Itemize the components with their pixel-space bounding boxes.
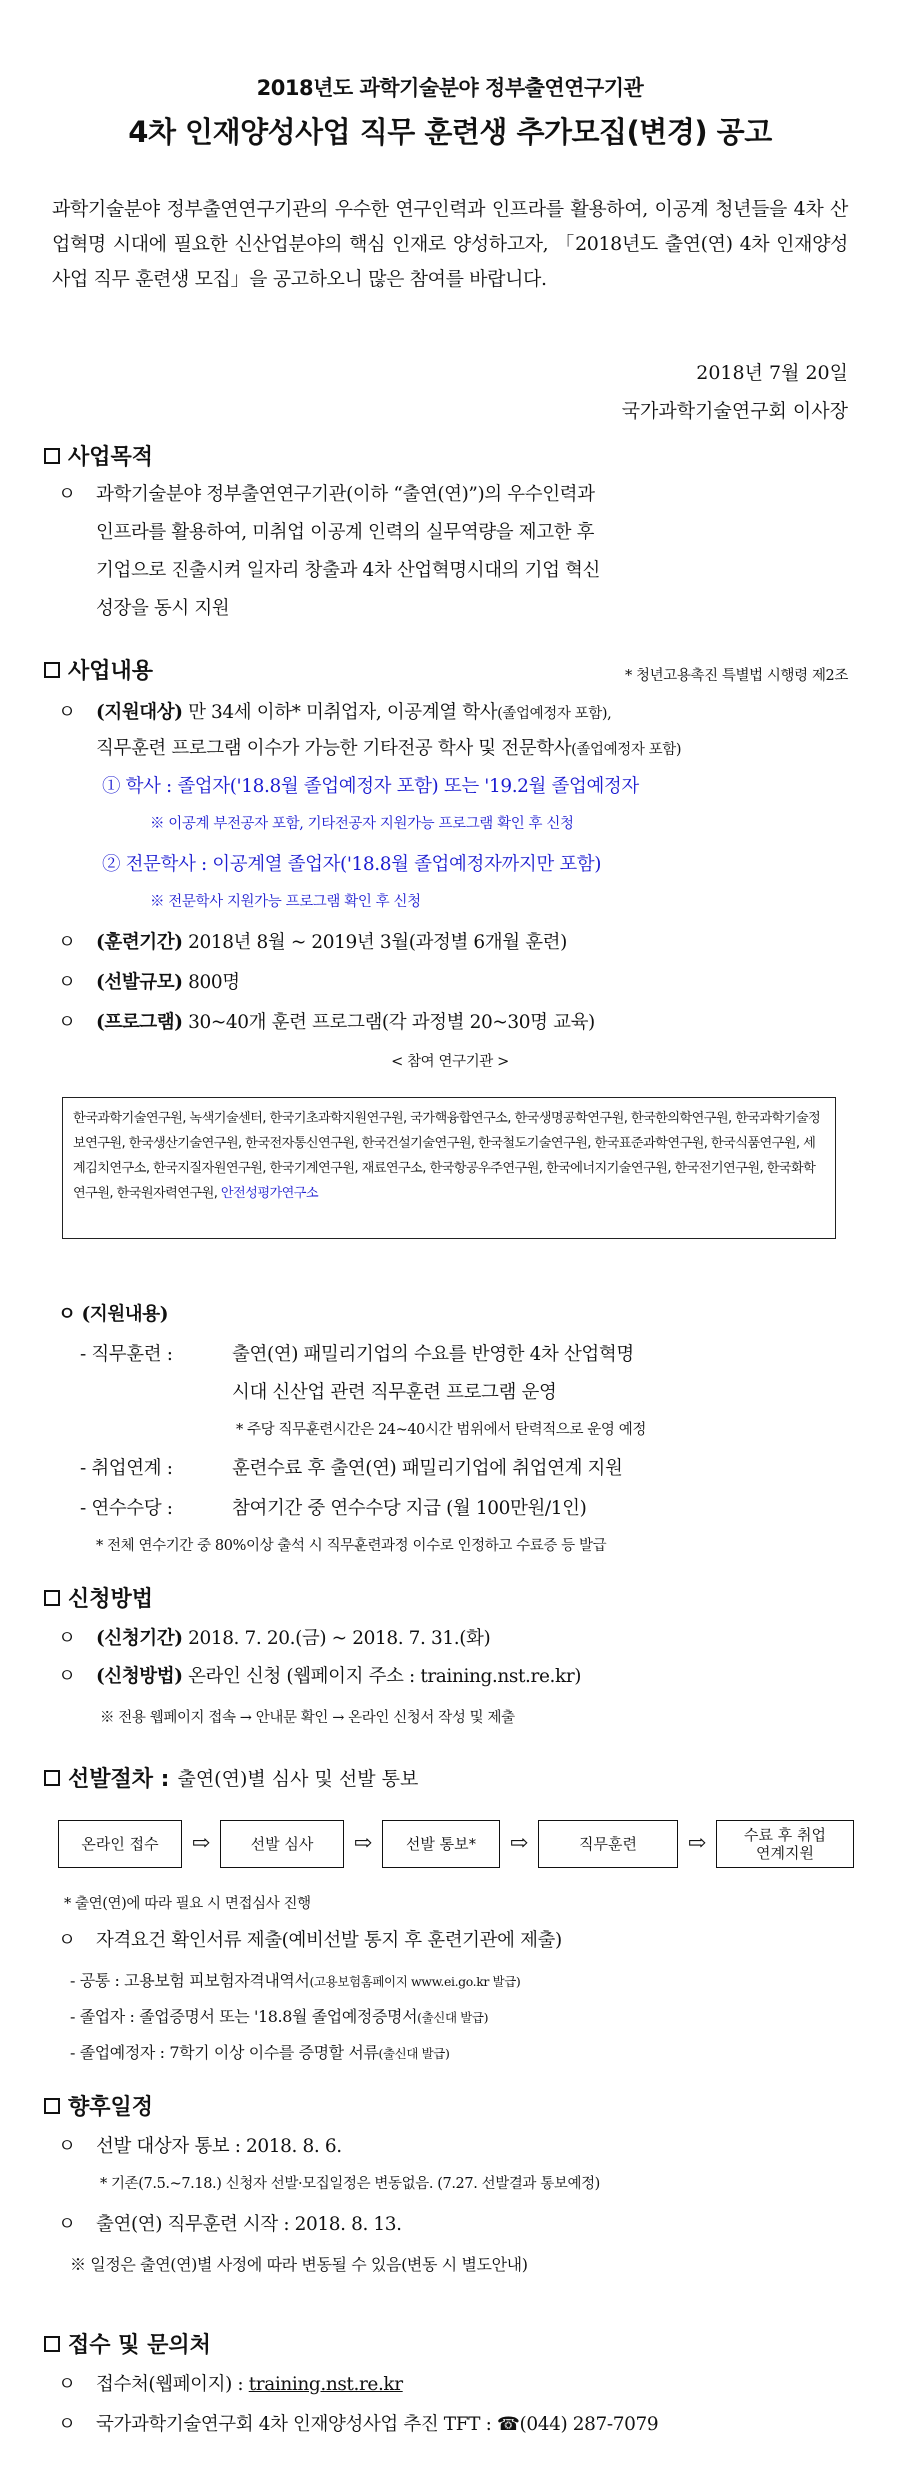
intro-paragraph: 과학기술분야 정부출연연구기관의 우수한 연구인력과 인프라를 활용하여, 이공계 청년들을 4차 산업혁명 시대에 필요한 신산업분야의 핵심 인재로 양성하고자, 「2018년도 출연(연) 4차 인재양성사업 직무 훈련생 모집」을 공고하오니 많은 참여를 바랍니다. — [52, 198, 848, 290]
target-row2 — [96, 734, 681, 760]
period-label: (훈련기간) — [96, 932, 183, 953]
contact-tft-row: ㅇ 국가과학기술연구회 4차 인재양성사업 추진 TFT : ☎(044) 287-7079 — [58, 2414, 659, 2435]
arrow-right-icon: ⇨ — [191, 1831, 211, 1856]
support-training-line1: 출연(연) 패밀리기업의 수요를 반영한 4차 산업혁명 — [232, 1344, 634, 1365]
institutions-last: 안전성평가연구소 — [220, 1186, 319, 1201]
schedule-note: ※ 일정은 출연(연)별 사정에 따라 변동될 수 있음(변동 시 별도안내) — [70, 2255, 528, 2274]
apply-method-text: 온라인 신청 (웹페이지 주소 : training.nst.re.kr) — [188, 1666, 582, 1687]
target-text2-small: (졸업예정자 포함) — [571, 742, 682, 758]
selection-flow — [58, 1820, 854, 1868]
section-apply-title: 신청방법 — [68, 1587, 154, 1612]
flow-step-employment-line2: 연계지원 — [756, 1844, 814, 1862]
apply-period-row: ㅇ (신청기간) 2018. 7. 20.(금) ~ 2018. 7. 31.(화) — [58, 1628, 491, 1649]
program-row: ㅇ (프로그램) 30~40개 훈련 프로그램(각 과정별 20~30명 교육) — [58, 1012, 595, 1033]
apply-method-label: (신청방법) — [96, 1666, 183, 1687]
schedule-item1-note: * 기존(7.5.~7.18.) 신청자 선발·모집일정은 변동없음. (7.27. 선발결과 통보예정) — [100, 2176, 600, 2192]
support-training-note: * 주당 직무훈련시간은 24~40시간 범위에서 탄력적으로 운영 예정 — [236, 1422, 646, 1438]
support-job-text: 훈련수료 후 출연(연) 패밀리기업에 취업연계 지원 — [232, 1458, 623, 1479]
section-contact-title: 접수 및 문의처 — [68, 2333, 211, 2358]
selection-doc2: - 졸업자 : 졸업증명서 또는 '18.8월 졸업예정증명서(출신대 발급) — [70, 2007, 489, 2026]
flow-step-online: 온라인 접수 — [58, 1820, 182, 1868]
target-text1: 만 34세 이하* 미취업자, 이공계열 학사 — [188, 702, 498, 723]
support-job-label: - 취업연계 : — [80, 1458, 173, 1479]
flow-step-employment — [716, 1820, 854, 1868]
purpose-line1: 과학기술분야 정부출연연구기관(이하 “출연(연)”)의 우수인력과 — [96, 484, 595, 505]
target-item1-note: ※ 이공계 부전공자 포함, 기타전공자 지원가능 프로그램 확인 후 신청 — [150, 816, 574, 832]
apply-method-row: ㅇ (신청방법) 온라인 신청 (웹페이지 주소 : training.nst.re.kr) — [58, 1666, 582, 1687]
flow-step-notify: 선발 통보* — [382, 1820, 500, 1868]
scale-row: ㅇ (선발규모) 800명 — [58, 972, 240, 993]
flow-step-employment-line1: 수료 후 취업 — [744, 1826, 826, 1844]
intro-date: 2018년 7월 20일 — [696, 362, 848, 384]
selection-doc1: - 공통 : 고용보험 피보험자격내역서(고용보험홈페이지 www.ei.go.kr 발급) — [70, 1971, 521, 1990]
contact-web-link[interactable]: training.nst.re.kr — [248, 2374, 403, 2395]
target-label: (지원대상) — [96, 702, 183, 723]
purpose-line2: 인프라를 활용하여, 미취업 이공계 인력의 실무역량을 제고한 후 — [96, 522, 595, 543]
section-selection-title: 선발절차 : — [68, 1767, 170, 1792]
target-item1: ① 학사 : 졸업자('18.8월 졸업예정자 포함) 또는 '19.2월 졸업예정자 — [102, 776, 639, 797]
arrow-right-icon: ⇨ — [509, 1831, 529, 1856]
section-content — [44, 654, 153, 685]
contact-tft: 국가과학기술연구회 4차 인재양성사업 추진 TFT : ☎(044) 287-7079 — [96, 2414, 659, 2435]
institutions-list: 한국과학기술연구원, 녹색기술센터, 한국기초과학지원연구원, 국가핵융합연구소, 한국생명공학연구원, 한국한의학연구원, 한국과학기술정보연구원, 한국생산기술연구원, 한국전자통신연구원, 한국건설기술연구원, 한국철도기술연구원, 한국표준과학연구원, 한국식품연구원, 세계김치연구소, 한국지질자원연구원, 한국기계연구원, 재료연구소, 한국항공우주연구원, 한국에너지기술연구원, 한국전기연구원, 한국화학연구원, 한국원자력연구원, — [73, 1111, 821, 1201]
section-purpose — [44, 440, 153, 471]
institutions-heading: < 참여 연구기관 > — [391, 1054, 509, 1070]
target-text1-small: (졸업예정자 포함), — [497, 706, 612, 722]
checkbox-square-icon — [44, 662, 60, 678]
target-item2-note: ※ 전문학사 지원가능 프로그램 확인 후 신청 — [150, 894, 421, 910]
bullet: ㅇ — [58, 702, 76, 723]
schedule-item1: 선발 대상자 통보 : 2018. 8. 6. — [96, 2136, 342, 2157]
content-footnote: * 청년고용촉진 특별법 시행령 제2조 — [624, 668, 848, 684]
section-selection — [44, 1762, 418, 1793]
period-text: 2018년 8월 ~ 2019년 3월(과정별 6개월 훈련) — [188, 932, 567, 953]
section-selection-sub: 출연(연)별 심사 및 선발 통보 — [177, 1768, 419, 1790]
apply-period-text: 2018. 7. 20.(금) ~ 2018. 7. 31.(화) — [188, 1628, 491, 1649]
target-item2: ② 전문학사 : 이공계열 졸업자('18.8월 졸업예정자까지만 포함) — [102, 854, 602, 875]
selection-doc1-small: (고용보험홈페이지 www.ei.go.kr 발급) — [309, 1974, 521, 1989]
institutions-box — [62, 1097, 836, 1239]
support-label: ㅇ (지원내용) — [58, 1304, 169, 1325]
section-schedule — [44, 2090, 153, 2121]
scale-label: (선발규모) — [96, 972, 183, 993]
contact-web-row: ㅇ 접수처(웹페이지) : training.nst.re.kr — [58, 2374, 403, 2395]
program-label: (프로그램) — [96, 1012, 183, 1033]
selection-note: * 출연(연)에 따라 필요 시 면접심사 진행 — [64, 1896, 311, 1912]
selection-doc2-small: (출신대 발급) — [417, 2010, 489, 2025]
program-text: 30~40개 훈련 프로그램(각 과정별 20~30명 교육) — [188, 1012, 595, 1033]
purpose-line4: 성장을 동시 지원 — [96, 598, 230, 619]
schedule-item2-row: ㅇ 출연(연) 직무훈련 시작 : 2018. 8. 13. — [58, 2214, 402, 2235]
target-row1 — [58, 698, 611, 724]
apply-method-note: ※ 전용 웹페이지 접속 → 안내문 확인 → 온라인 신청서 작성 및 제출 — [100, 1710, 515, 1726]
contact-web-label: 접수처(웹페이지) : — [96, 2374, 244, 2395]
scale-text: 800명 — [188, 972, 240, 993]
selection-doc3: - 졸업예정자 : 7학기 이상 이수를 증명할 서류(출신대 발급) — [70, 2043, 450, 2062]
selection-docs-text: 자격요건 확인서류 제출(예비선발 통지 후 훈련기관에 제출) — [96, 1930, 562, 1951]
flow-step-review: 선발 심사 — [220, 1820, 344, 1868]
support-training-line2: 시대 신산업 관련 직무훈련 프로그램 운영 — [232, 1382, 557, 1403]
schedule-item1-row: ㅇ 선발 대상자 통보 : 2018. 8. 6. — [58, 2136, 342, 2157]
support-allowance-label: - 연수수당 : — [80, 1498, 173, 1519]
selection-docs-row: ㅇ 자격요건 확인서류 제출(예비선발 통지 후 훈련기관에 제출) — [58, 1930, 562, 1951]
purpose-bullet: ㅇ — [58, 484, 76, 505]
target-text2: 직무훈련 프로그램 이수가 가능한 기타전공 학사 및 전문학사 — [96, 738, 572, 759]
intro-issuer: 국가과학기술연구회 이사장 — [621, 400, 848, 422]
checkbox-square-icon — [44, 2336, 60, 2352]
selection-doc3-small: (출신대 발급) — [378, 2046, 450, 2061]
flow-step-training: 직무훈련 — [538, 1820, 678, 1868]
support-allowance-note: * 전체 연수기간 중 80%이상 출석 시 직무훈련과정 이수로 인정하고 수료증 등 발급 — [96, 1538, 607, 1554]
support-allowance-text: 참여기간 중 연수수당 지급 (월 100만원/1인) — [232, 1498, 587, 1519]
checkbox-square-icon — [44, 1770, 60, 1786]
support-training-label: - 직무훈련 : — [80, 1344, 173, 1365]
arrow-right-icon: ⇨ — [687, 1831, 707, 1856]
schedule-item2: 출연(연) 직무훈련 시작 : 2018. 8. 13. — [96, 2214, 402, 2235]
purpose-line3: 기업으로 진출시켜 일자리 창출과 4차 산업혁명시대의 기업 혁신 — [96, 560, 600, 581]
checkbox-square-icon — [44, 1590, 60, 1606]
checkbox-square-icon — [44, 2098, 60, 2114]
arrow-right-icon: ⇨ — [353, 1831, 373, 1856]
section-contact — [44, 2328, 211, 2359]
title-line2: 4차 인재양성사업 직무 훈련생 추가모집(변경) 공고 — [128, 115, 772, 149]
section-schedule-title: 향후일정 — [68, 2095, 154, 2120]
section-purpose-title: 사업목적 — [68, 445, 154, 470]
apply-period-label: (신청기간) — [96, 1628, 183, 1649]
checkbox-square-icon — [44, 448, 60, 464]
period-row: ㅇ (훈련기간) 2018년 8월 ~ 2019년 3월(과정별 6개월 훈련) — [58, 932, 567, 953]
section-apply — [44, 1582, 153, 1613]
section-content-title: 사업내용 — [68, 659, 154, 684]
title-line1: 2018년도 과학기술분야 정부출연연구기관 — [256, 76, 644, 100]
